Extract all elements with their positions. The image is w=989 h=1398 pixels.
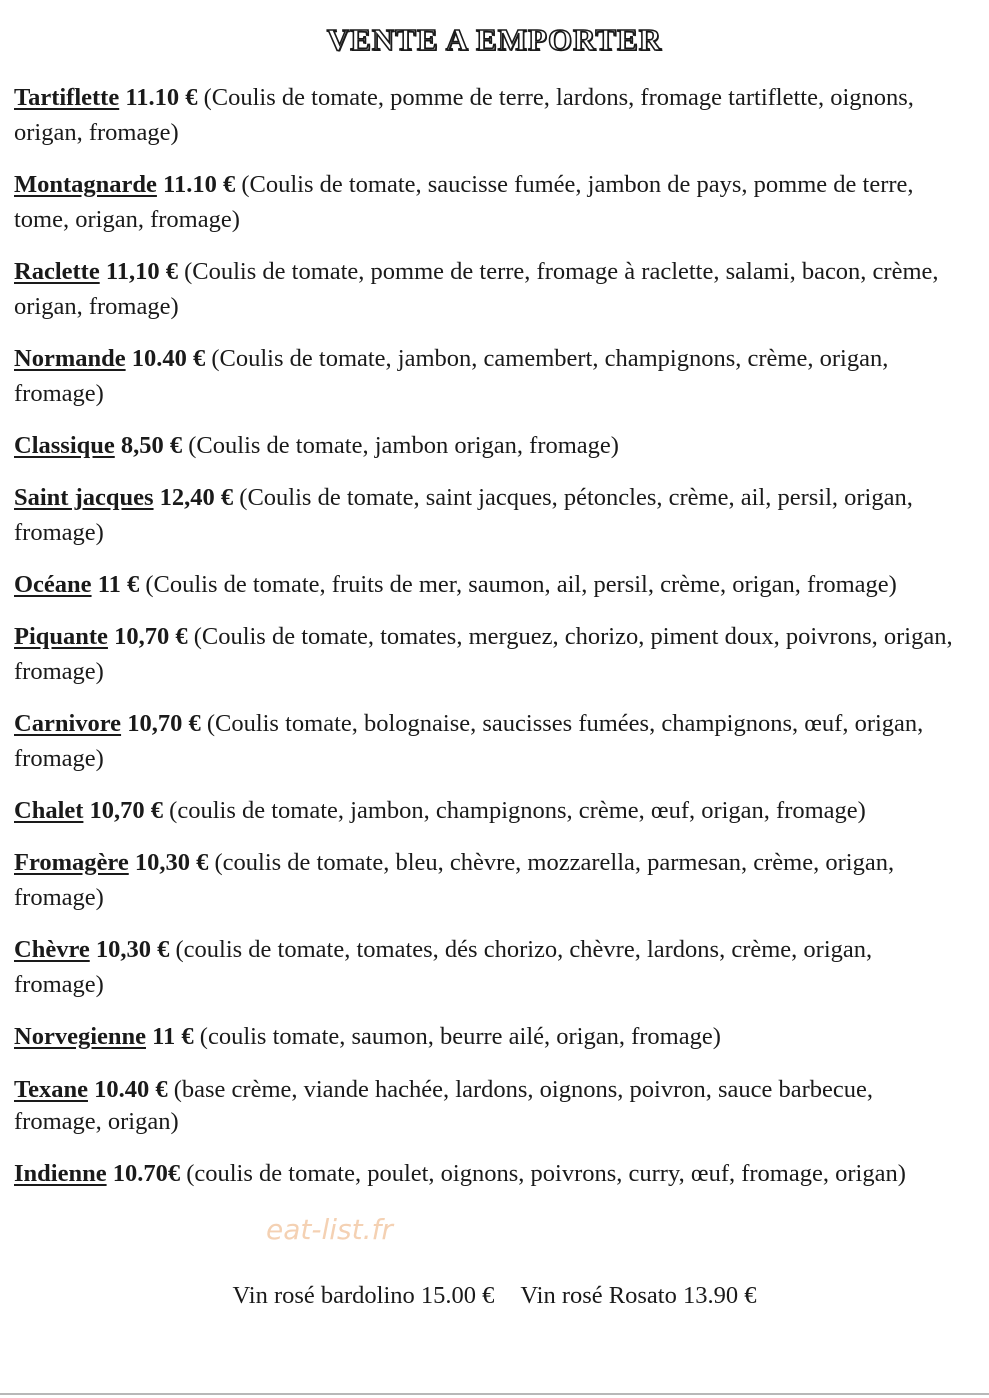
item-name: Tartiflette	[14, 84, 120, 111]
item-price: 10,70 €	[127, 710, 201, 737]
item-description: (base crème, viande hachée, lardons, oignons, poivron, sauce barbecue, fromage, origan)	[14, 1076, 874, 1135]
item-price: 11 €	[152, 1023, 194, 1050]
item-description: (Coulis de tomate, saint jacques, pétoncles, crème, ail, persil, origan, fromage)	[14, 484, 913, 546]
item-description: (coulis tomate, saumon, beurre ailé, origan, fromage)	[199, 1023, 721, 1050]
item-description: (Coulis de tomate, pomme de terre, lardons, fromage tartiflette, oignons, origan, fromage)	[14, 84, 914, 146]
item-description: (Coulis de tomate, fruits de mer, saumon, ail, persil, crème, origan, fromage)	[145, 571, 897, 598]
item-price: 10.40 €	[131, 345, 206, 372]
item-description: (Coulis de tomate, tomates, merguez, chorizo, piment doux, poivrons, origan, fromage)	[14, 623, 953, 685]
item-name: Fromagère	[14, 849, 129, 876]
item-description: (coulis de tomate, bleu, chèvre, mozzarella, parmesan, crème, origan, fromage)	[14, 849, 895, 911]
menu-list	[14, 80, 964, 1190]
wine-item: Vin rosé bardolino 15.00 €	[232, 1282, 495, 1309]
item-name: Classique	[14, 432, 115, 459]
item-price: 10.40 €	[94, 1076, 168, 1103]
menu-item	[14, 480, 964, 550]
item-name: Norvegienne	[14, 1023, 146, 1050]
item-description: (Coulis de tomate, saucisse fumée, jambon de pays, pomme de terre, tome, origan, fromage)	[14, 171, 914, 233]
menu-item	[14, 1158, 964, 1190]
menu-item	[14, 793, 964, 828]
item-price: 12,40 €	[159, 484, 234, 511]
item-description: (Coulis de tomate, jambon, camembert, champignons, crème, origan, fromage)	[14, 345, 889, 407]
item-name: Chèvre	[14, 936, 90, 963]
menu-item	[14, 167, 964, 237]
menu-item	[14, 619, 964, 689]
item-price: 11.10 €	[125, 84, 198, 111]
item-name: Saint jacques	[14, 484, 154, 511]
item-description: (coulis de tomate, poulet, oignons, poivrons, curry, œuf, fromage, origan)	[186, 1160, 906, 1187]
item-description: (coulis de tomate, jambon, champignons, crème, œuf, origan, fromage)	[169, 797, 866, 824]
item-name: Raclette	[14, 258, 100, 285]
item-description: (Coulis de tomate, jambon origan, fromage)	[188, 432, 619, 459]
item-price: 11,10 €	[105, 258, 178, 285]
wine-item: Vin rosé Rosato 13.90 €	[520, 1282, 757, 1309]
menu-item	[14, 845, 964, 915]
bottom-divider	[0, 1393, 989, 1395]
menu-item	[14, 567, 964, 602]
item-name: Océane	[14, 571, 92, 598]
menu-item	[14, 254, 964, 324]
page-title: VENTE A EMPORTER	[326, 22, 663, 57]
watermark: eat-list.fr	[266, 1213, 393, 1246]
menu-item	[14, 428, 964, 463]
item-description: (Coulis de tomate, pomme de terre, fromage à raclette, salami, bacon, crème, origan, fromage)	[14, 258, 939, 320]
item-price: 10,70 €	[114, 623, 188, 650]
item-price: 10,30 €	[134, 849, 209, 876]
item-price: 8,50 €	[120, 432, 183, 459]
item-price: 11 €	[97, 571, 140, 598]
wine-list	[0, 1282, 989, 1310]
item-name: Normande	[14, 345, 126, 372]
menu-item	[14, 706, 964, 776]
item-price: 10,70 €	[89, 797, 164, 824]
menu-item	[14, 80, 964, 150]
item-name: Montagnarde	[14, 171, 157, 198]
item-description: (Coulis tomate, bolognaise, saucisses fumées, champignons, œuf, origan, fromage)	[14, 710, 924, 772]
item-name: Texane	[14, 1076, 88, 1103]
menu-item	[14, 341, 964, 411]
menu-item	[14, 932, 964, 1002]
item-price: 11.10 €	[163, 171, 236, 198]
item-name: Indienne	[14, 1160, 107, 1187]
item-name: Carnivore	[14, 710, 122, 737]
item-price: 10.70€	[112, 1160, 181, 1187]
menu-item	[14, 1074, 964, 1138]
menu-item	[14, 1019, 964, 1054]
item-name: Piquante	[14, 623, 108, 650]
item-price: 10,30 €	[95, 936, 170, 963]
item-description: (coulis de tomate, tomates, dés chorizo, chèvre, lardons, crème, origan, fromage)	[14, 936, 873, 998]
item-name: Chalet	[14, 797, 84, 824]
